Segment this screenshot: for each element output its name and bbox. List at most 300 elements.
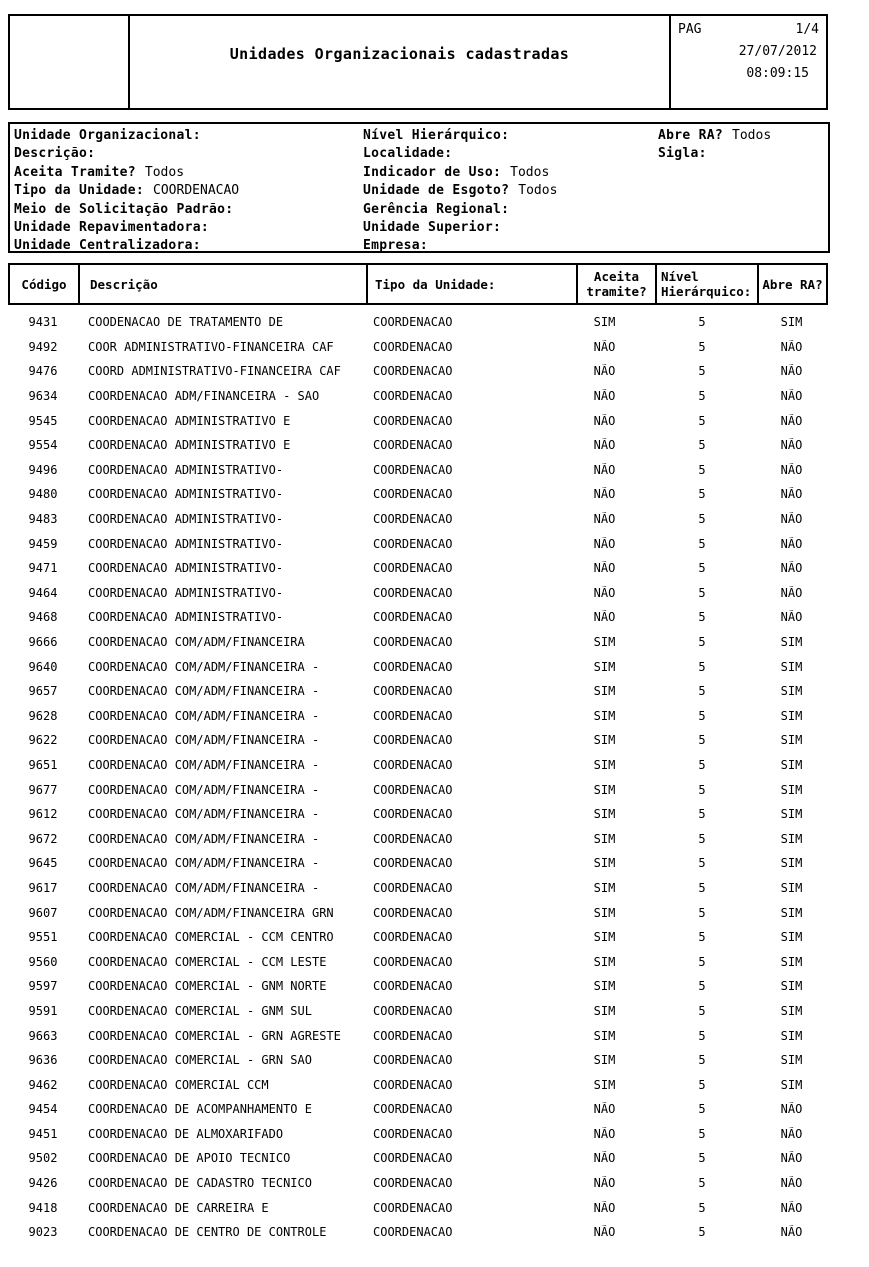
cell-tipo-da-unidade: COORDENACAO (373, 979, 453, 994)
filter-empresa (363, 237, 557, 255)
cell-codigo: 9492 (28, 339, 58, 354)
cell-aceita-tramite: NÃO (593, 487, 616, 502)
cell-descricao: COORDENACAO COM/ADM/FINANCEIRA - (88, 659, 320, 674)
cell-codigo: 9545 (28, 413, 58, 428)
filter-column-2 (363, 127, 557, 256)
column-header-label: Abre RA? (762, 276, 823, 292)
cell-abre-ra: SIM (780, 831, 803, 846)
cell-codigo: 9554 (28, 438, 58, 453)
cell-codigo: 9418 (28, 1200, 58, 1215)
filter-column-1 (14, 127, 239, 256)
table-row (8, 925, 826, 950)
cell-descricao: COORDENACAO COMERCIAL - CCM LESTE (88, 954, 327, 969)
cell-codigo: 9560 (28, 954, 58, 969)
cell-aceita-tramite: NÃO (593, 339, 616, 354)
cell-descricao: COORDENACAO COM/ADM/FINANCEIRA - (88, 684, 320, 699)
cell-codigo: 9459 (28, 536, 58, 551)
filter-label: Aceita Tramite? (14, 164, 136, 180)
filter-unidade-centralizadora (14, 237, 239, 255)
cell-nivel-hierarquico: 5 (698, 782, 706, 797)
table-row (8, 630, 826, 655)
cell-aceita-tramite: SIM (593, 684, 616, 699)
table-row (8, 851, 826, 876)
cell-tipo-da-unidade: COORDENACAO (373, 905, 453, 920)
cell-tipo-da-unidade: COORDENACAO (373, 930, 453, 945)
cell-tipo-da-unidade: COORDENACAO (373, 610, 453, 625)
cell-codigo: 9628 (28, 708, 58, 723)
column-header-label: tramite? (586, 284, 647, 299)
filter-label: Unidade Centralizadora: (14, 238, 201, 254)
cell-aceita-tramite: SIM (593, 733, 616, 748)
cell-nivel-hierarquico: 5 (698, 339, 706, 354)
table-row (8, 753, 826, 778)
cell-codigo: 9426 (28, 1176, 58, 1191)
cell-tipo-da-unidade: COORDENACAO (373, 487, 453, 502)
cell-descricao: COORDENACAO ADMINISTRATIVO- (88, 536, 284, 551)
filter-label: Localidade: (363, 146, 453, 162)
filter-indicador-de-uso (363, 164, 557, 182)
cell-tipo-da-unidade: COORDENACAO (373, 1126, 453, 1141)
cell-codigo: 9471 (28, 561, 58, 576)
cell-codigo: 9640 (28, 659, 58, 674)
cell-tipo-da-unidade: COORDENACAO (373, 757, 453, 772)
cell-abre-ra: SIM (780, 635, 803, 650)
cell-abre-ra: NÃO (780, 339, 803, 354)
cell-nivel-hierarquico: 5 (698, 561, 706, 576)
cell-nivel-hierarquico: 5 (698, 684, 706, 699)
cell-codigo: 9622 (28, 733, 58, 748)
cell-codigo: 9607 (28, 905, 58, 920)
cell-aceita-tramite: SIM (593, 1077, 616, 1092)
cell-nivel-hierarquico: 5 (698, 462, 706, 477)
cell-tipo-da-unidade: COORDENACAO (373, 438, 453, 453)
cell-tipo-da-unidade: COORDENACAO (373, 635, 453, 650)
column-header-label: Hierárquico: (661, 284, 752, 299)
cell-aceita-tramite: NÃO (593, 364, 616, 379)
cell-nivel-hierarquico: 5 (698, 1225, 706, 1240)
cell-abre-ra: NÃO (780, 413, 803, 428)
cell-descricao: COORDENACAO COM/ADM/FINANCEIRA (88, 635, 305, 650)
table-row (8, 310, 826, 335)
cell-nivel-hierarquico: 5 (698, 364, 706, 379)
cell-nivel-hierarquico: 5 (698, 487, 706, 502)
cell-abre-ra: NÃO (780, 1151, 803, 1166)
cell-nivel-hierarquico: 5 (698, 856, 706, 871)
cell-aceita-tramite: SIM (593, 757, 616, 772)
cell-abre-ra: SIM (780, 1028, 803, 1043)
filter-descricao (14, 145, 239, 163)
filter-unidade-organizacional (14, 127, 239, 145)
table-body (8, 310, 826, 1245)
cell-descricao: COORD ADMINISTRATIVO-FINANCEIRA CAF (88, 364, 341, 379)
cell-descricao: COORDENACAO DE CADASTRO TECNICO (88, 1176, 312, 1191)
cell-nivel-hierarquico: 5 (698, 512, 706, 527)
table-row (8, 974, 826, 999)
table-row (8, 1220, 826, 1245)
cell-aceita-tramite: SIM (593, 930, 616, 945)
cell-tipo-da-unidade: COORDENACAO (373, 585, 453, 600)
cell-codigo: 9476 (28, 364, 58, 379)
filter-label: Abre RA? (658, 128, 724, 143)
cell-abre-ra: NÃO (780, 1225, 803, 1240)
cell-codigo: 9551 (28, 930, 58, 945)
cell-abre-ra: NÃO (780, 438, 803, 453)
cell-descricao: COOR ADMINISTRATIVO-FINANCEIRA CAF (88, 339, 334, 354)
cell-abre-ra: NÃO (780, 1176, 803, 1191)
cell-nivel-hierarquico: 5 (698, 757, 706, 772)
filter-label: Descrição: (14, 146, 96, 162)
filter-label: Nível Hierárquico: (363, 128, 510, 143)
table-row (8, 679, 826, 704)
cell-tipo-da-unidade: COORDENACAO (373, 1077, 453, 1092)
filter-label: Gerência Regional: (363, 201, 510, 217)
cell-codigo: 9468 (28, 610, 58, 625)
cell-nivel-hierarquico: 5 (698, 807, 706, 822)
table-row (8, 728, 826, 753)
cell-tipo-da-unidade: COORDENACAO (373, 462, 453, 477)
page-number-line (678, 22, 819, 37)
cell-nivel-hierarquico: 5 (698, 979, 706, 994)
cell-nivel-hierarquico: 5 (698, 1126, 706, 1141)
cell-abre-ra: SIM (780, 979, 803, 994)
cell-descricao: COORDENACAO COM/ADM/FINANCEIRA - (88, 831, 320, 846)
cell-descricao: COORDENACAO COMERCIAL - GNM NORTE (88, 979, 327, 994)
cell-nivel-hierarquico: 5 (698, 905, 706, 920)
cell-tipo-da-unidade: COORDENACAO (373, 512, 453, 527)
cell-tipo-da-unidade: COORDENACAO (373, 364, 453, 379)
table-row (8, 876, 826, 901)
filter-localidade (363, 145, 557, 163)
cell-codigo: 9663 (28, 1028, 58, 1043)
cell-codigo: 9451 (28, 1126, 58, 1141)
cell-tipo-da-unidade: COORDENACAO (373, 315, 453, 330)
cell-abre-ra: NÃO (780, 561, 803, 576)
table-row (8, 531, 826, 556)
table-row (8, 704, 826, 729)
cell-tipo-da-unidade: COORDENACAO (373, 1200, 453, 1215)
report-time: 08:09:15 (746, 66, 809, 81)
cell-tipo-da-unidade: COORDENACAO (373, 880, 453, 895)
cell-nivel-hierarquico: 5 (698, 831, 706, 846)
column-header-aceita-tramite (578, 265, 657, 303)
cell-tipo-da-unidade: COORDENACAO (373, 1028, 453, 1043)
cell-nivel-hierarquico: 5 (698, 659, 706, 674)
cell-aceita-tramite: SIM (593, 979, 616, 994)
cell-tipo-da-unidade: COORDENACAO (373, 856, 453, 871)
title-cell (130, 16, 669, 108)
table-row (8, 1171, 826, 1196)
cell-descricao: COORDENACAO COM/ADM/FINANCEIRA - (88, 782, 320, 797)
cell-abre-ra: SIM (780, 954, 803, 969)
cell-tipo-da-unidade: COORDENACAO (373, 536, 453, 551)
cell-tipo-da-unidade: COORDENACAO (373, 831, 453, 846)
cell-codigo: 9657 (28, 684, 58, 699)
cell-aceita-tramite: NÃO (593, 1102, 616, 1117)
cell-nivel-hierarquico: 5 (698, 1028, 706, 1043)
cell-aceita-tramite: SIM (593, 1028, 616, 1043)
table-row (8, 999, 826, 1024)
column-header-nivel-hierarquico (657, 265, 759, 303)
filter-label: Sigla: (658, 146, 707, 162)
cell-nivel-hierarquico: 5 (698, 733, 706, 748)
cell-nivel-hierarquico: 5 (698, 1053, 706, 1068)
table-row (8, 335, 826, 360)
table-row (8, 777, 826, 802)
cell-descricao: COORDENACAO DE ACOMPANHAMENTO E (88, 1102, 312, 1117)
cell-aceita-tramite: NÃO (593, 536, 616, 551)
cell-aceita-tramite: SIM (593, 782, 616, 797)
cell-nivel-hierarquico: 5 (698, 1102, 706, 1117)
cell-aceita-tramite: NÃO (593, 389, 616, 404)
filter-value: Todos (144, 164, 185, 180)
cell-descricao: COORDENACAO ADM/FINANCEIRA - SAO (88, 389, 320, 404)
cell-tipo-da-unidade: COORDENACAO (373, 807, 453, 822)
cell-abre-ra: SIM (780, 905, 803, 920)
cell-tipo-da-unidade: COORDENACAO (373, 659, 453, 674)
cell-descricao: COORDENACAO ADMINISTRATIVO- (88, 462, 284, 477)
filter-label: Unidade de Esgoto? (363, 183, 510, 199)
cell-descricao: COORDENACAO COMERCIAL - GRN SAO (88, 1053, 312, 1068)
cell-nivel-hierarquico: 5 (698, 1200, 706, 1215)
cell-abre-ra: SIM (780, 708, 803, 723)
cell-aceita-tramite: NÃO (593, 462, 616, 477)
cell-descricao: COORDENACAO COM/ADM/FINANCEIRA - (88, 708, 320, 723)
cell-aceita-tramite: SIM (593, 315, 616, 330)
cell-nivel-hierarquico: 5 (698, 635, 706, 650)
cell-abre-ra: NÃO (780, 1126, 803, 1141)
cell-descricao: COORDENACAO COM/ADM/FINANCEIRA - (88, 733, 320, 748)
cell-descricao: COORDENACAO COM/ADM/FINANCEIRA - (88, 757, 320, 772)
cell-nivel-hierarquico: 5 (698, 930, 706, 945)
cell-nivel-hierarquico: 5 (698, 1077, 706, 1092)
cell-abre-ra: SIM (780, 1077, 803, 1092)
filter-nivel-hierarquico (363, 127, 557, 145)
filter-unidade-superior (363, 219, 557, 237)
cell-descricao: COORDENACAO ADMINISTRATIVO- (88, 610, 284, 625)
cell-descricao: COORDENACAO DE CENTRO DE CONTROLE (88, 1225, 327, 1240)
table-row (8, 458, 826, 483)
cell-descricao: COORDENACAO COMERCIAL - GRN AGRESTE (88, 1028, 341, 1043)
filter-sigla (658, 145, 771, 163)
cell-tipo-da-unidade: COORDENACAO (373, 1053, 453, 1068)
filter-label: Tipo da Unidade: (14, 183, 145, 199)
cell-aceita-tramite: SIM (593, 856, 616, 871)
cell-codigo: 9591 (28, 1003, 58, 1018)
cell-descricao: COORDENACAO DE CARREIRA E (88, 1200, 269, 1215)
cell-abre-ra: SIM (780, 930, 803, 945)
cell-nivel-hierarquico: 5 (698, 389, 706, 404)
table-row (8, 482, 826, 507)
cell-aceita-tramite: SIM (593, 831, 616, 846)
cell-codigo: 9462 (28, 1077, 58, 1092)
filter-label: Empresa: (363, 238, 429, 254)
cell-aceita-tramite: NÃO (593, 1225, 616, 1240)
cell-nivel-hierarquico: 5 (698, 1003, 706, 1018)
cell-abre-ra: NÃO (780, 487, 803, 502)
cell-tipo-da-unidade: COORDENACAO (373, 954, 453, 969)
filter-criteria-box (8, 122, 830, 253)
cell-codigo: 9612 (28, 807, 58, 822)
table-row (8, 507, 826, 532)
table-row (8, 1072, 826, 1097)
cell-abre-ra: SIM (780, 315, 803, 330)
cell-tipo-da-unidade: COORDENACAO (373, 561, 453, 576)
cell-nivel-hierarquico: 5 (698, 536, 706, 551)
table-row (8, 1023, 826, 1048)
cell-tipo-da-unidade: COORDENACAO (373, 708, 453, 723)
filter-value: COORDENACAO (153, 183, 240, 199)
cell-tipo-da-unidade: COORDENACAO (373, 339, 453, 354)
cell-tipo-da-unidade: COORDENACAO (373, 389, 453, 404)
filter-unidade-de-esgoto (363, 182, 557, 200)
filter-tipo-da-unidade (14, 182, 239, 200)
cell-aceita-tramite: SIM (593, 880, 616, 895)
cell-descricao: COORDENACAO COMERCIAL - CCM CENTRO (88, 930, 334, 945)
cell-aceita-tramite: SIM (593, 1053, 616, 1068)
table-row (8, 605, 826, 630)
cell-tipo-da-unidade: COORDENACAO (373, 1225, 453, 1240)
cell-aceita-tramite: SIM (593, 807, 616, 822)
cell-tipo-da-unidade: COORDENACAO (373, 733, 453, 748)
cell-aceita-tramite: SIM (593, 1003, 616, 1018)
cell-descricao: COORDENACAO COMERCIAL - GNM SUL (88, 1003, 312, 1018)
cell-codigo: 9431 (28, 315, 58, 330)
cell-nivel-hierarquico: 5 (698, 585, 706, 600)
filter-value: Todos (510, 164, 550, 180)
cell-aceita-tramite: NÃO (593, 1176, 616, 1191)
column-header-descricao (80, 265, 368, 303)
cell-abre-ra: SIM (780, 807, 803, 822)
column-header-codigo (10, 265, 80, 303)
table-row (8, 826, 826, 851)
filter-label: Unidade Organizacional: (14, 128, 201, 143)
cell-descricao: COORDENACAO ADMINISTRATIVO- (88, 585, 284, 600)
table-row (8, 1146, 826, 1171)
logo-placeholder (10, 16, 130, 108)
cell-abre-ra: NÃO (780, 462, 803, 477)
filter-label: Unidade Superior: (363, 219, 502, 235)
filter-label: Indicador de Uso: (363, 164, 502, 180)
column-header-label: Aceita (593, 269, 640, 284)
cell-codigo: 9636 (28, 1053, 58, 1068)
cell-abre-ra: SIM (780, 856, 803, 871)
filter-value: Todos (732, 128, 772, 143)
filter-aceita-tramite (14, 164, 239, 182)
table-row (8, 900, 826, 925)
cell-aceita-tramite: NÃO (593, 561, 616, 576)
cell-descricao: COORDENACAO COM/ADM/FINANCEIRA - (88, 807, 320, 822)
table-row (8, 1195, 826, 1220)
cell-codigo: 9496 (28, 462, 58, 477)
cell-tipo-da-unidade: COORDENACAO (373, 413, 453, 428)
report-date: 27/07/2012 (738, 44, 817, 59)
cell-nivel-hierarquico: 5 (698, 1151, 706, 1166)
filter-meio-solicitacao (14, 201, 239, 219)
cell-abre-ra: SIM (780, 659, 803, 674)
cell-tipo-da-unidade: COORDENACAO (373, 1151, 453, 1166)
cell-abre-ra: NÃO (780, 389, 803, 404)
cell-codigo: 9645 (28, 856, 58, 871)
column-header-label: Nível (661, 269, 699, 284)
cell-codigo: 9672 (28, 831, 58, 846)
cell-descricao: COODENACAO DE TRATAMENTO DE (88, 315, 284, 330)
cell-descricao: COORDENACAO COM/ADM/FINANCEIRA - (88, 856, 320, 871)
column-header-label: Descrição (90, 276, 158, 292)
column-header-tipo (368, 265, 578, 303)
table-row (8, 802, 826, 827)
table-row (8, 1097, 826, 1122)
filter-value: Todos (518, 183, 558, 199)
cell-nivel-hierarquico: 5 (698, 1176, 706, 1191)
cell-nivel-hierarquico: 5 (698, 954, 706, 969)
cell-aceita-tramite: SIM (593, 659, 616, 674)
cell-descricao: COORDENACAO DE APOIO TECNICO (88, 1151, 291, 1166)
report-header (8, 14, 828, 110)
cell-abre-ra: SIM (780, 1053, 803, 1068)
table-row (8, 408, 826, 433)
column-header-label: Tipo da Unidade: (375, 276, 496, 292)
cell-descricao: COORDENACAO COMERCIAL CCM (88, 1077, 269, 1092)
cell-abre-ra: SIM (780, 782, 803, 797)
table-row (8, 556, 826, 581)
cell-aceita-tramite: NÃO (593, 610, 616, 625)
cell-abre-ra: SIM (780, 684, 803, 699)
cell-aceita-tramite: NÃO (593, 512, 616, 527)
cell-descricao: COORDENACAO ADMINISTRATIVO E (88, 413, 291, 428)
cell-nivel-hierarquico: 5 (698, 880, 706, 895)
cell-abre-ra: NÃO (780, 512, 803, 527)
table-row (8, 1122, 826, 1147)
filter-abre-ra (658, 127, 771, 145)
table-row (8, 654, 826, 679)
cell-descricao: COORDENACAO ADMINISTRATIVO- (88, 561, 284, 576)
cell-codigo: 9597 (28, 979, 58, 994)
cell-aceita-tramite: NÃO (593, 585, 616, 600)
pag-value: 1/4 (795, 22, 819, 37)
cell-nivel-hierarquico: 5 (698, 610, 706, 625)
cell-codigo: 9023 (28, 1225, 58, 1240)
cell-tipo-da-unidade: COORDENACAO (373, 1003, 453, 1018)
cell-abre-ra: SIM (780, 1003, 803, 1018)
cell-codigo: 9454 (28, 1102, 58, 1117)
cell-aceita-tramite: NÃO (593, 1126, 616, 1141)
cell-codigo: 9651 (28, 757, 58, 772)
cell-abre-ra: NÃO (780, 1200, 803, 1215)
filter-gerencia-regional (363, 201, 557, 219)
cell-tipo-da-unidade: COORDENACAO (373, 782, 453, 797)
cell-aceita-tramite: SIM (593, 905, 616, 920)
table-row (8, 433, 826, 458)
cell-codigo: 9666 (28, 635, 58, 650)
cell-aceita-tramite: NÃO (593, 1200, 616, 1215)
cell-codigo: 9634 (28, 389, 58, 404)
cell-abre-ra: NÃO (780, 585, 803, 600)
filter-label: Meio de Solicitação Padrão: (14, 201, 234, 217)
pag-label: PAG (678, 22, 702, 37)
cell-descricao: COORDENACAO DE ALMOXARIFADO (88, 1126, 284, 1141)
table-row (8, 949, 826, 974)
cell-descricao: COORDENACAO ADMINISTRATIVO- (88, 512, 284, 527)
cell-abre-ra: SIM (780, 733, 803, 748)
filter-unidade-repavimentadora (14, 219, 239, 237)
cell-nivel-hierarquico: 5 (698, 315, 706, 330)
column-header-label: Código (21, 276, 67, 292)
cell-abre-ra: NÃO (780, 610, 803, 625)
cell-codigo: 9502 (28, 1151, 58, 1166)
cell-abre-ra: NÃO (780, 536, 803, 551)
cell-codigo: 9483 (28, 512, 58, 527)
cell-abre-ra: SIM (780, 880, 803, 895)
